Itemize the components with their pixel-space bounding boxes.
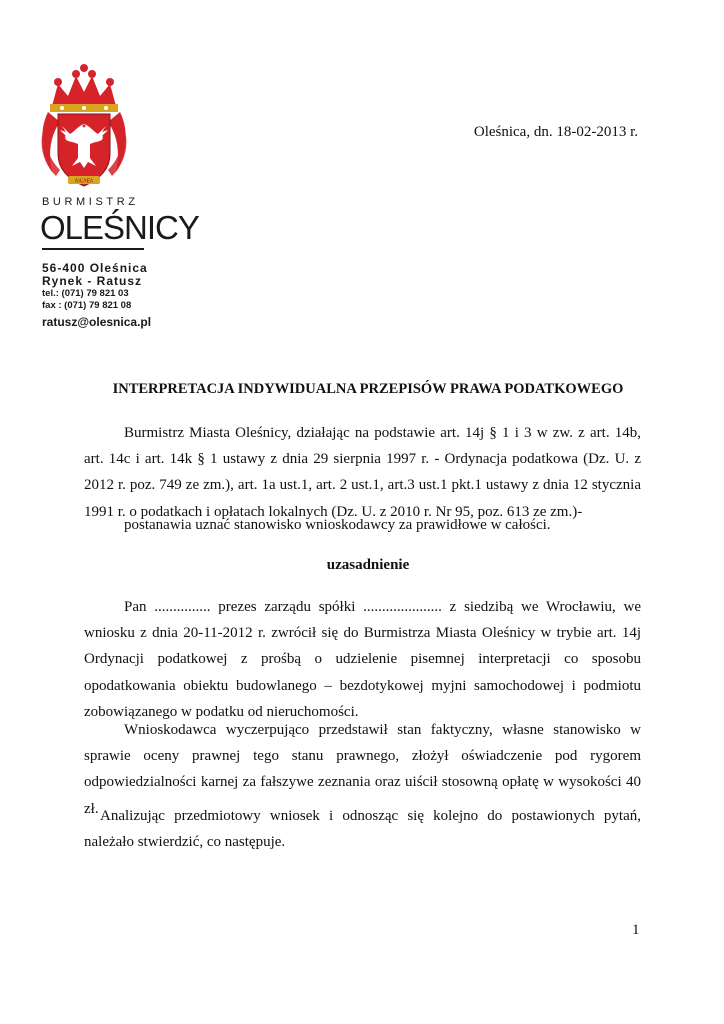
page-number: 1 [632, 922, 640, 938]
email-address: ratusz@olesnica.pl [42, 315, 152, 329]
phone-number: tel.: (071) 79 821 03 [42, 288, 129, 299]
office-city: OLEŚNICY [40, 209, 199, 246]
decision-line: postanawia uznać stanowisko wnioskodawcy za prawidłowe w całości. [124, 517, 551, 533]
address-block [42, 262, 151, 330]
paragraph-applicant: Wnioskodawca wyczerpująco przedstawił stan faktyczny, własne stanowisko w sprawie oceny prawnej tego stanu prawnego, złożył oświadczenie pod rygorem odpowiedzialności karnej za fałszywe zeznania oraz uiścił stosowną opłatę w wysokości 40 zł. [84, 722, 641, 817]
document-title: INTERPRETACJA INDYWIDUALNA PRZEPISÓW PRAWA PODATKOWEGO [112, 381, 624, 397]
svg-text:ΛΙCΛΕΛ: ΛΙCΛΕΛ [74, 178, 94, 185]
address-line-1: 56-400 Oleśnica [42, 261, 148, 275]
address-line-2: Rynek - Ratusz [42, 274, 143, 288]
date-line: Oleśnica, dn. 18-02-2013 r. [473, 124, 638, 140]
coat-of-arms-icon [38, 62, 130, 196]
fax-number: fax : (071) 79 821 08 [42, 300, 132, 311]
paragraph-request: Pan ............... prezes zarządu spółki ..................... z siedzibą we Wrocławiu, we wniosku z dnia 20-11-2012 r. zwrócił się do Burmistrza Miasta Oleśnicy w trybie art. 14j Ordynacji podatkowej z prośbą o udzielenie pisemnej interpretacji co sposobu opodatkowania obiektu budowlanego – bezdotykowej myjni samochodowej i podmiotu zobowiązanego w podatku od nieruchomości. [84, 599, 641, 720]
paragraph-legal-basis: Burmistrz Miasta Oleśnicy, działając na podstawie art. 14j § 1 i 3 w zw. z art. 14b, art. 14c i art. 14k § 1 ustawy z dnia 29 sierpnia 1997 r. - Ordynacja podatkowa (Dz. U. z 2012 r. poz. 749 ze zm.), art. 1a ust.1, art. 2 ust.1, art.3 ust.1 pkt.1 ustawy z dnia 12 stycznia 1991 r. o podatkach i opłatach lokalnych (Dz. U. z 2010 r. Nr 95, poz. 613 ze zm.)- [84, 425, 641, 520]
letterhead-divider [42, 248, 144, 250]
section-heading: uzasadnienie [326, 557, 410, 573]
office-title: BURMISTRZ [42, 196, 139, 208]
paragraph-analysis: Analizując przedmiotowy wniosek i odnosząc się kolejno do postawionych pytań, należało stwierdzić, co następuje. [84, 808, 641, 851]
